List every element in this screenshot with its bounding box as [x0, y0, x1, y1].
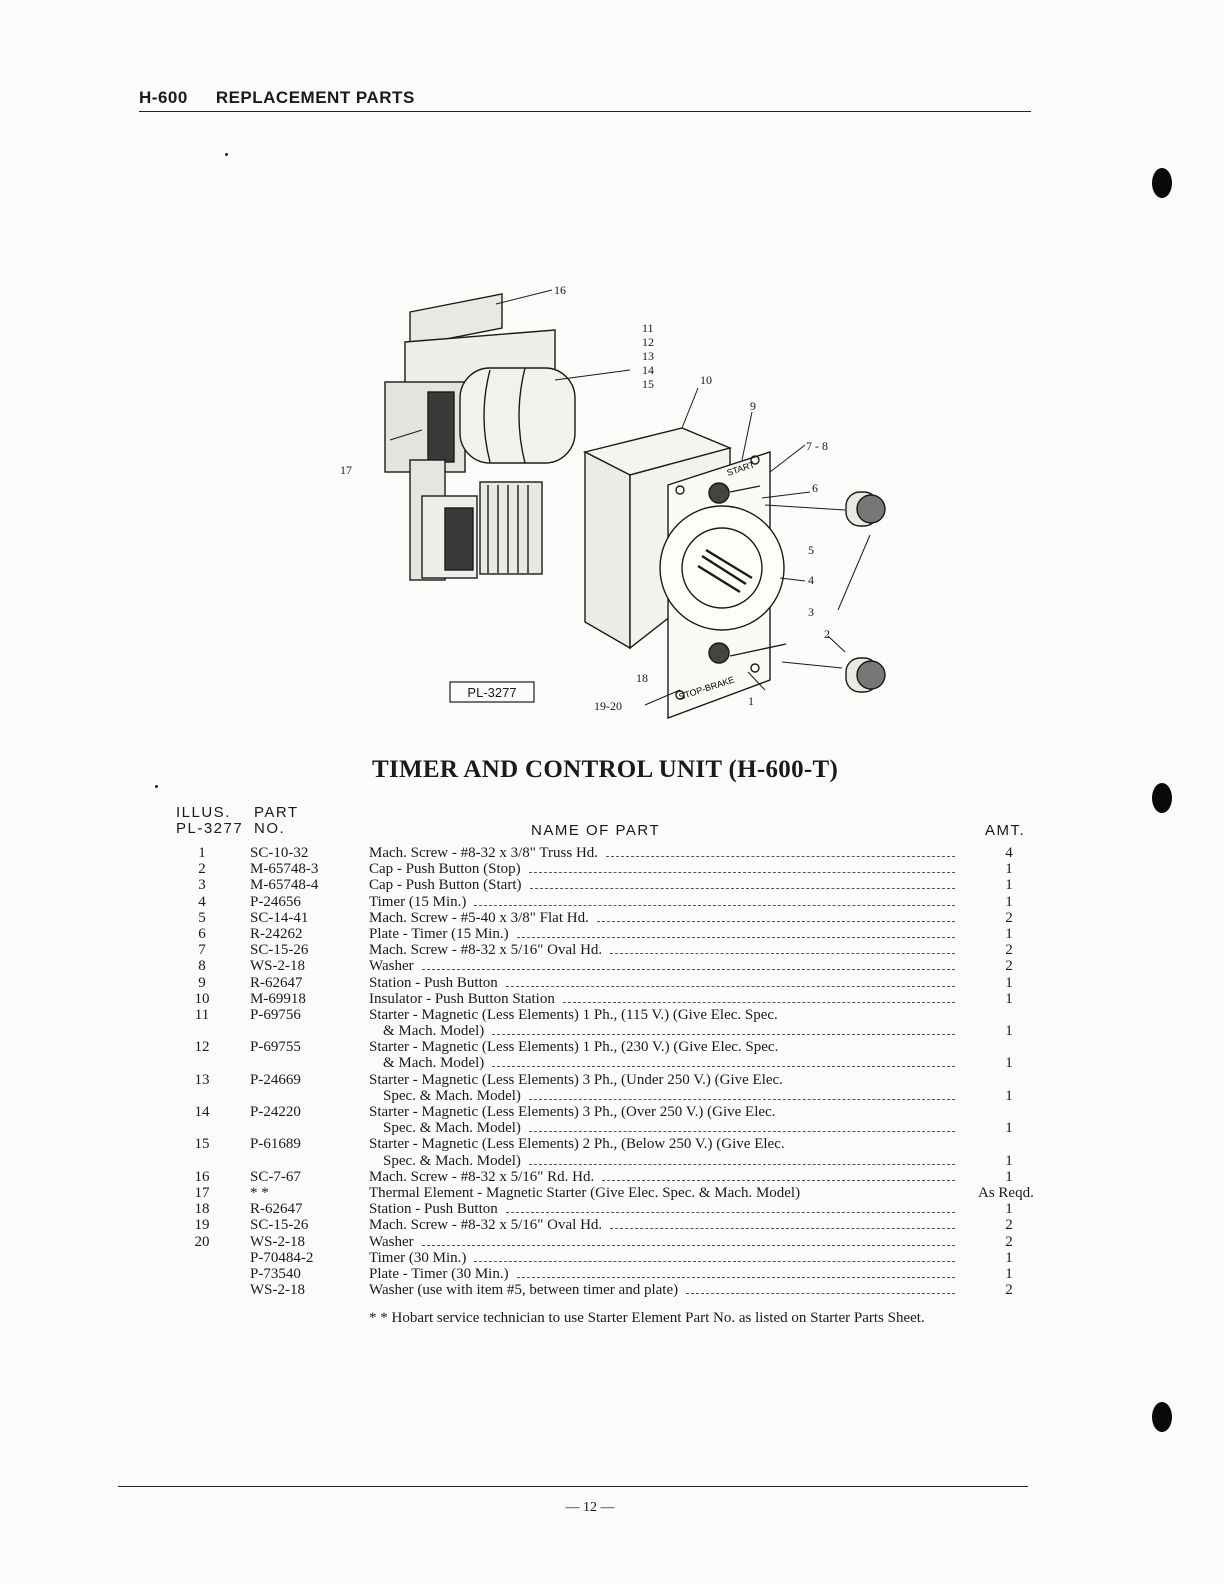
dot-leader	[529, 872, 955, 873]
illus-number: 17	[194, 1185, 210, 1202]
illus-number: 9	[198, 974, 206, 991]
callout-16: 16	[554, 283, 566, 297]
col-name: NAME OF PART	[531, 822, 661, 839]
dot-leader	[602, 1180, 955, 1181]
dot-leader	[474, 905, 955, 906]
part-name-line: Cap - Push Button (Start)	[369, 877, 522, 894]
parts-table	[0, 845, 1224, 1298]
callout-7-8: 7 - 8	[806, 439, 828, 453]
amount: 1	[1005, 1249, 1013, 1266]
illus-number: 16	[194, 1168, 210, 1185]
part-name-line: Mach. Screw - #8-32 x 3/8" Truss Hd.	[369, 845, 599, 861]
col-part-line1: PART	[254, 804, 299, 821]
table-row	[0, 1217, 1224, 1233]
illus-number: 18	[194, 1201, 210, 1218]
table-row	[0, 845, 1224, 861]
amount: 1	[1005, 1265, 1013, 1282]
dot-leader	[563, 1002, 955, 1003]
illus-number: 5	[198, 909, 206, 926]
dot-leader	[517, 937, 955, 938]
callout-3: 3	[808, 605, 814, 619]
callout-12: 12	[642, 335, 654, 349]
binder-hole-top	[1152, 168, 1172, 198]
callout-4: 4	[808, 573, 814, 587]
part-name	[369, 1136, 959, 1168]
part-name-line: Mach. Screw - #8-32 x 5/16" Oval Hd.	[369, 942, 603, 959]
footnote: * * Hobart service technician to use Starter Element Part No. as listed on Starter Parts Sheet.	[369, 1310, 925, 1326]
part-name-line: Timer (30 Min.)	[369, 1249, 467, 1266]
amount: As Reqd.	[978, 1185, 1034, 1202]
table-row	[0, 1007, 1224, 1039]
part-name-line: Washer	[369, 958, 414, 975]
dot-leader	[610, 1228, 955, 1229]
table-row	[0, 861, 1224, 877]
part-number: P-69756	[250, 1006, 301, 1023]
table-row	[0, 1201, 1224, 1217]
illus-number: 2	[198, 861, 206, 878]
table-row	[0, 1234, 1224, 1250]
amount: 4	[1005, 845, 1013, 861]
table-row	[0, 1250, 1224, 1266]
part-number: SC-7-67	[250, 1168, 301, 1185]
table-row	[0, 1104, 1224, 1136]
binder-hole-bottom	[1152, 1402, 1172, 1432]
part-number: P-73540	[250, 1265, 301, 1282]
part-name-line: Spec. & Mach. Model)	[383, 1087, 521, 1104]
table-row	[0, 1072, 1224, 1104]
dot-leader	[492, 1034, 955, 1035]
amount: 2	[1005, 1233, 1013, 1250]
amount: 2	[1005, 942, 1013, 959]
table-row	[0, 926, 1224, 942]
exploded-parts-diagram	[330, 280, 890, 720]
part-number: SC-14-41	[250, 909, 309, 926]
illus-number: 15	[194, 1136, 210, 1153]
col-illus-line1: ILLUS.	[176, 804, 231, 821]
part-name	[369, 1234, 959, 1250]
part-name	[369, 942, 959, 958]
amount: 2	[1005, 1282, 1013, 1299]
part-name	[369, 861, 959, 877]
amount: 1	[1005, 1120, 1013, 1137]
amount: 1	[1005, 1168, 1013, 1185]
illus-number: 12	[194, 1039, 210, 1056]
part-name-line: Thermal Element - Magnetic Starter (Give Elec. Spec. & Mach. Model)	[369, 1185, 801, 1202]
part-name	[369, 1169, 959, 1185]
part-name-line: Washer (use with item #5, between timer and plate)	[369, 1282, 679, 1299]
part-name-line: Insulator - Push Button Station	[369, 990, 555, 1007]
part-number: M-65748-3	[250, 861, 319, 878]
dot-leader	[597, 921, 955, 922]
button-caps-drawing	[846, 492, 885, 692]
part-name	[369, 1185, 959, 1201]
dot-leader	[686, 1293, 955, 1294]
dot-leader	[517, 1277, 955, 1278]
part-name	[369, 1250, 959, 1266]
part-number: WS-2-18	[250, 958, 305, 975]
start-engraving: START	[725, 459, 756, 478]
stop-brake-engraving: STOP-BRAKE	[677, 674, 736, 702]
part-number: SC-15-26	[250, 1217, 309, 1234]
amount: 1	[1005, 877, 1013, 894]
callout-1: 1	[748, 694, 754, 708]
part-name	[369, 1217, 959, 1233]
part-name	[369, 1039, 959, 1071]
amount: 1	[1005, 861, 1013, 878]
page-header	[139, 88, 415, 108]
part-name-line: Station - Push Button	[369, 1201, 498, 1218]
part-name	[369, 1007, 959, 1039]
part-number: P-24669	[250, 1071, 301, 1088]
dot-leader	[474, 1261, 955, 1262]
table-row	[0, 1039, 1224, 1071]
part-number: SC-15-26	[250, 942, 309, 959]
table-row	[0, 958, 1224, 974]
part-name-line: Starter - Magnetic (Less Elements) 3 Ph., (Over 250 V.) (Give Elec.	[369, 1104, 776, 1121]
table-row	[0, 1169, 1224, 1185]
part-name-line: Timer (15 Min.)	[369, 893, 467, 910]
table-row	[0, 1266, 1224, 1282]
part-name-line: Mach. Screw - #8-32 x 5/16" Oval Hd.	[369, 1217, 603, 1234]
illus-number: 14	[194, 1104, 210, 1121]
dot-leader	[422, 1245, 955, 1246]
part-name	[369, 991, 959, 1007]
part-name-line: Cap - Push Button (Stop)	[369, 861, 521, 878]
table-row	[0, 877, 1224, 893]
part-number: WS-2-18	[250, 1233, 305, 1250]
part-name	[369, 845, 959, 861]
part-name	[369, 1201, 959, 1217]
part-number: P-24656	[250, 893, 301, 910]
part-name	[369, 1104, 959, 1136]
table-row	[0, 1282, 1224, 1298]
callout-19-20: 19-20	[594, 699, 622, 713]
illus-number: 8	[198, 958, 206, 975]
part-number: SC-10-32	[250, 845, 309, 861]
illus-number: 13	[194, 1071, 210, 1088]
part-name-line: Mach. Screw - #5-40 x 3/8" Flat Hd.	[369, 909, 589, 926]
illus-number: 1	[198, 845, 206, 861]
dot-leader	[530, 888, 956, 889]
dot-leader	[529, 1099, 955, 1100]
callout-5: 5	[808, 543, 814, 557]
part-number: P-69755	[250, 1039, 301, 1056]
callout-11: 11	[642, 321, 654, 335]
dot-leader	[529, 1131, 955, 1132]
part-name-line: Starter - Magnetic (Less Elements) 3 Ph., (Under 250 V.) (Give Elec.	[369, 1071, 783, 1088]
table-row	[0, 991, 1224, 1007]
part-name-line: Starter - Magnetic (Less Elements) 2 Ph., (Below 250 V.) (Give Elec.	[369, 1136, 785, 1153]
callout-10: 10	[700, 373, 712, 387]
illus-number: 3	[198, 877, 206, 894]
part-number: M-65748-4	[250, 877, 319, 894]
part-name-line: Plate - Timer (30 Min.)	[369, 1265, 509, 1282]
part-name	[369, 1072, 959, 1104]
amount: 2	[1005, 909, 1013, 926]
part-name	[369, 1282, 959, 1298]
amount: 1	[1005, 1152, 1013, 1169]
part-name-line: & Mach. Model)	[383, 1023, 485, 1040]
callout-17: 17	[340, 463, 352, 477]
part-number: M-69918	[250, 990, 306, 1007]
illus-number: 11	[194, 1006, 210, 1023]
part-number: P-61689	[250, 1136, 301, 1153]
amount: 1	[1005, 1087, 1013, 1104]
illus-number: 20	[194, 1233, 210, 1250]
amount: 1	[1005, 1055, 1013, 1072]
dot-leader	[506, 1212, 955, 1213]
callout-13: 13	[642, 349, 654, 363]
illus-number: 19	[194, 1217, 210, 1234]
part-name-line: Station - Push Button	[369, 974, 498, 991]
part-name-line: Spec. & Mach. Model)	[383, 1152, 521, 1169]
illus-number: 7	[198, 942, 206, 959]
part-number: P-70484-2	[250, 1249, 314, 1266]
part-name-line: Spec. & Mach. Model)	[383, 1120, 521, 1137]
part-name-line: & Mach. Model)	[383, 1055, 485, 1072]
header-rule	[139, 111, 1031, 112]
col-amt: AMT.	[985, 822, 1026, 839]
dot-leader	[529, 1164, 955, 1165]
part-number: R-62647	[250, 974, 303, 991]
section-heading: TIMER AND CONTROL UNIT (H-600-T)	[372, 756, 839, 783]
part-number: * *	[250, 1185, 269, 1202]
callout-18: 18	[636, 671, 648, 685]
callout-14: 14	[642, 363, 654, 377]
table-row	[0, 894, 1224, 910]
table-row	[0, 942, 1224, 958]
part-name	[369, 926, 959, 942]
amount: 1	[1005, 1023, 1013, 1040]
speck	[155, 785, 158, 788]
amount: 1	[1005, 1201, 1013, 1218]
illus-number: 10	[194, 990, 210, 1007]
part-name-line: Mach. Screw - #8-32 x 5/16" Rd. Hd.	[369, 1168, 595, 1185]
page-number: — 12 —	[565, 1500, 615, 1515]
amount: 1	[1005, 893, 1013, 910]
part-number: WS-2-18	[250, 1282, 305, 1299]
table-row	[0, 975, 1224, 991]
table-row	[0, 1185, 1224, 1201]
part-name	[369, 958, 959, 974]
part-number: R-62647	[250, 1201, 303, 1218]
model-code: H-600	[139, 88, 188, 107]
amount: 1	[1005, 974, 1013, 991]
table-row	[0, 1136, 1224, 1168]
part-name-line: Washer	[369, 1233, 414, 1250]
callout-15: 15	[642, 377, 654, 391]
callout-6: 6	[812, 481, 818, 495]
amount: 1	[1005, 925, 1013, 942]
dot-leader	[422, 969, 955, 970]
part-number: R-24262	[250, 925, 303, 942]
magnetic-starter-drawing	[385, 294, 575, 580]
footer-rule	[118, 1486, 1028, 1487]
dot-leader	[506, 986, 955, 987]
table-row	[0, 910, 1224, 926]
part-name	[369, 894, 959, 910]
plate-label: PL-3277	[467, 685, 517, 700]
part-name	[369, 1266, 959, 1282]
callout-2: 2	[824, 627, 830, 641]
part-name-line: Plate - Timer (15 Min.)	[369, 925, 509, 942]
part-name	[369, 975, 959, 991]
section-title: REPLACEMENT PARTS	[215, 88, 415, 107]
part-name-line: Starter - Magnetic (Less Elements) 1 Ph., (230 V.) (Give Elec. Spec.	[369, 1039, 779, 1056]
speck	[225, 153, 228, 156]
col-part-line2: NO.	[254, 820, 286, 837]
part-name-line: Starter - Magnetic (Less Elements) 1 Ph., (115 V.) (Give Elec. Spec.	[369, 1006, 778, 1023]
part-name	[369, 910, 959, 926]
dot-leader	[492, 1066, 955, 1067]
part-name	[369, 877, 959, 893]
callout-9: 9	[750, 399, 756, 413]
amount: 1	[1005, 990, 1013, 1007]
binder-hole-middle	[1152, 783, 1172, 813]
col-illus-line2: PL-3277	[176, 820, 244, 837]
dot-leader	[606, 856, 955, 857]
amount: 2	[1005, 1217, 1013, 1234]
illus-number: 4	[198, 893, 206, 910]
part-number: P-24220	[250, 1104, 301, 1121]
dot-leader	[610, 953, 955, 954]
illus-number: 6	[198, 925, 206, 942]
amount: 2	[1005, 958, 1013, 975]
